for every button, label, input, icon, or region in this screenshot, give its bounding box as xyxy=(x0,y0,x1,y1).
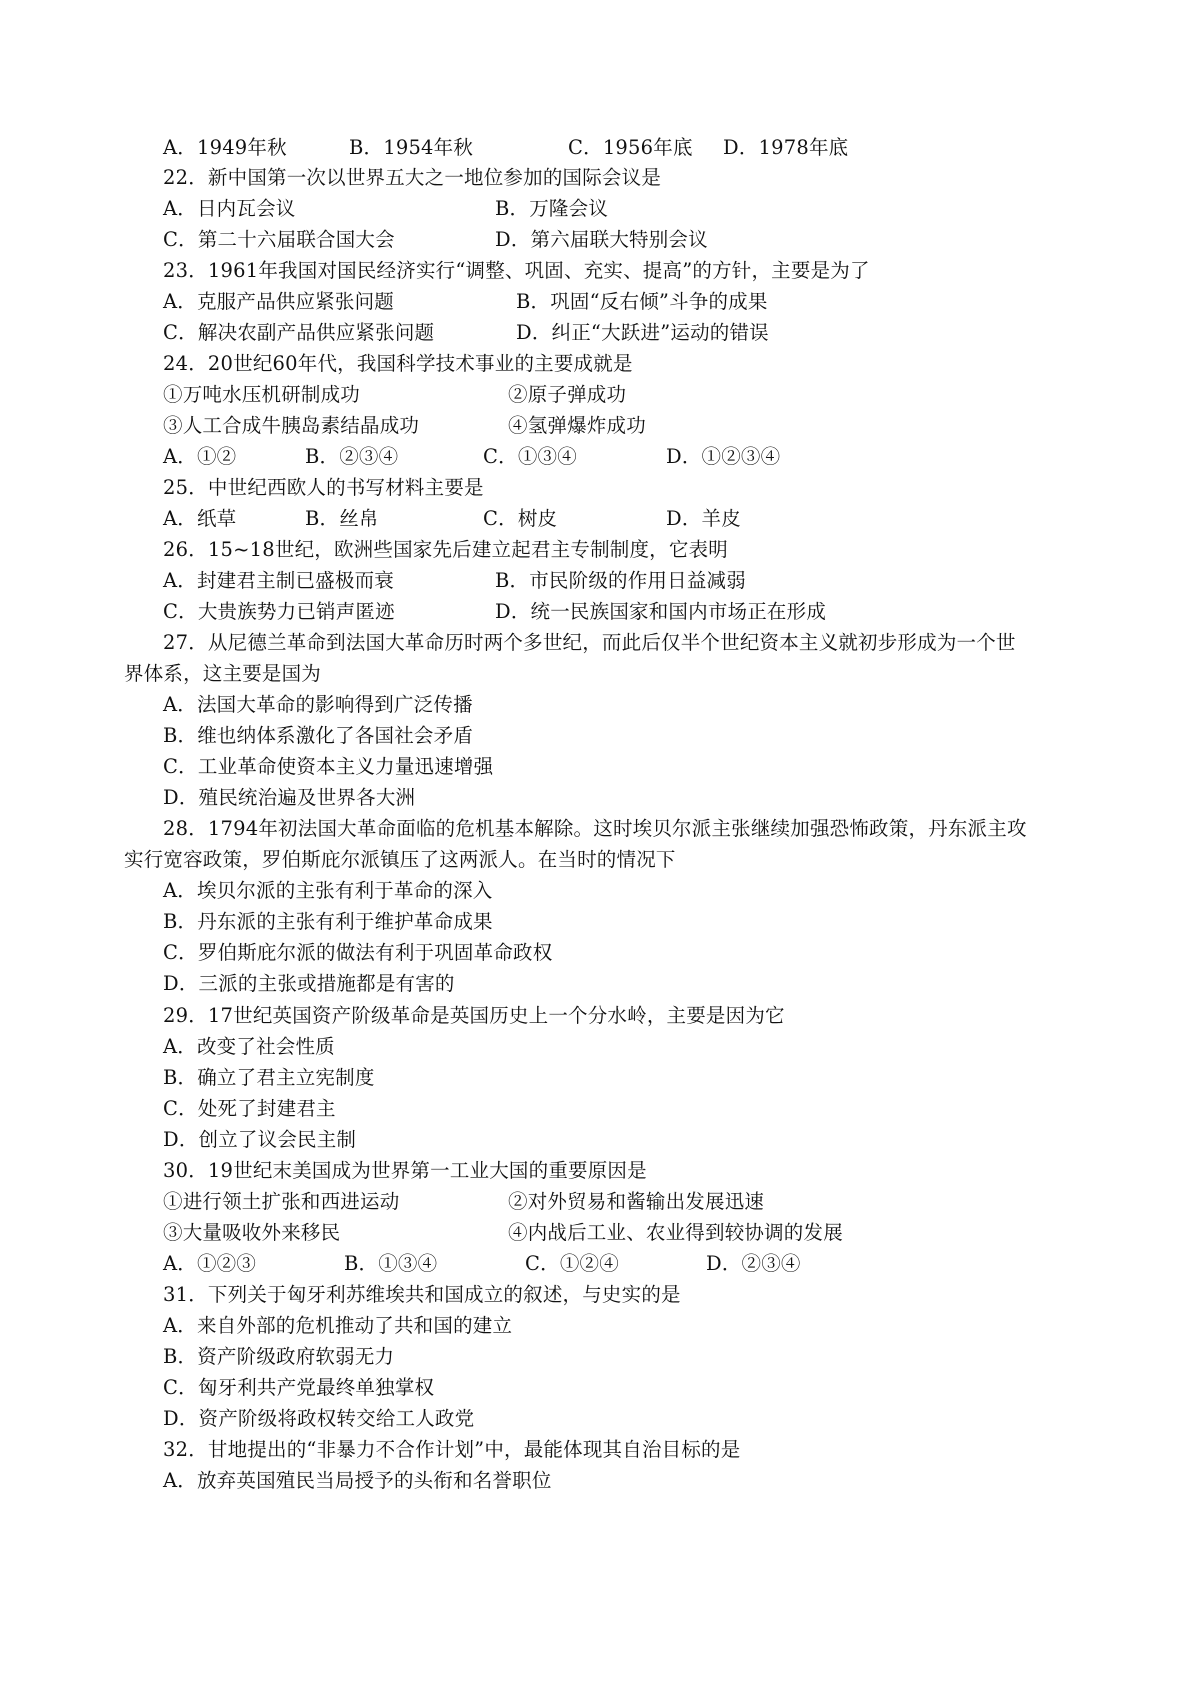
q29-option-a: A．改变了社会性质 xyxy=(163,1035,335,1058)
q30-items-row2 xyxy=(163,1217,843,1249)
q24-item-1: ①万吨水压机研制成功 xyxy=(163,383,361,406)
q29-option-c: C．处死了封建君主 xyxy=(163,1097,336,1120)
q24-item-4: ④氢弹爆炸成功 xyxy=(508,414,646,437)
q24-option-b: B．②③④ xyxy=(305,445,399,468)
q30-items-row1 xyxy=(163,1186,765,1218)
q26-options-row1 xyxy=(163,565,746,597)
q27-option-c: C．工业革命使资本主义力量迅速增强 xyxy=(163,755,494,778)
q21-options xyxy=(163,132,849,164)
q26-option-d: D．统一民族国家和国内市场正在形成 xyxy=(495,600,827,623)
q26-option-a: A．封建君主制已盛极而衰 xyxy=(163,569,394,592)
q28-stem-line2: 实行宽容政策，罗伯斯庇尔派镇压了这两派人。在当时的情况下 xyxy=(124,848,676,871)
q22-option-d: D．第六届联大特别会议 xyxy=(495,228,708,251)
q23-option-a: A．克服产品供应紧张问题 xyxy=(163,290,394,313)
q21-option-a: A．1949年秋 xyxy=(163,136,287,159)
q30-item-4: ④内战后工业、农业得到较协调的发展 xyxy=(508,1221,843,1244)
q27-option-d: D．殖民统治遍及世界各大洲 xyxy=(163,786,416,809)
q30-options xyxy=(163,1248,801,1280)
q30-option-b: B．①③④ xyxy=(344,1252,438,1275)
q26-option-c: C．大贵族势力已销声匿迹 xyxy=(163,600,395,623)
q24-items-row1 xyxy=(163,379,627,411)
q21-option-c: C．1956年底 xyxy=(568,136,693,159)
q22-stem: 22．新中国第一次以世界五大之一地位参加的国际会议是 xyxy=(163,166,662,189)
q22-option-b: B．万隆会议 xyxy=(495,197,609,220)
q23-options-row1 xyxy=(163,286,768,318)
q32-option-a: A．放弃英国殖民当局授予的头衔和名誉职位 xyxy=(163,1469,552,1492)
q29-stem: 29．17世纪英国资产阶级革命是英国历史上一个分水岭，主要是因为它 xyxy=(163,1004,785,1027)
q30-item-1: ①进行领土扩张和西进运动 xyxy=(163,1190,400,1213)
q24-options xyxy=(163,441,781,473)
q25-option-c: C．树皮 xyxy=(483,507,558,530)
q27-stem-line2: 界体系，这主要是国为 xyxy=(124,662,322,685)
q24-items-row2 xyxy=(163,410,646,442)
q26-options-row2 xyxy=(163,596,827,628)
q28-option-b: B．丹东派的主张有利于维护革命成果 xyxy=(163,910,493,933)
q22-options-row1 xyxy=(163,193,609,225)
q23-option-c: C．解决农副产品供应紧张问题 xyxy=(163,321,435,344)
q23-stem: 23．1961年我国对国民经济实行“调整、巩固、充实、提高”的方针，主要是为了 xyxy=(163,259,870,282)
q26-stem: 26．15~18世纪，欧洲些国家先后建立起君主专制制度，它表明 xyxy=(163,538,728,561)
q23-option-d: D．纠正“大跃进”运动的错误 xyxy=(516,321,769,344)
q30-option-a: A．①②③ xyxy=(163,1252,257,1275)
q30-item-2: ②对外贸易和酱输出发展迅速 xyxy=(508,1190,765,1213)
q27-option-a: A．法国大革命的影响得到广泛传播 xyxy=(163,693,473,716)
q22-option-c: C．第二十六届联合国大会 xyxy=(163,228,395,251)
q22-options-row2 xyxy=(163,224,708,256)
q31-option-a: A．来自外部的危机推动了共和国的建立 xyxy=(163,1314,513,1337)
q27-stem-line1: 27．从尼德兰革命到法国大革命历时两个多世纪，而此后仅半个世纪资本主义就初步形成为一个世 xyxy=(163,631,1016,654)
q30-item-3: ③大量吸收外来移民 xyxy=(163,1221,341,1244)
q30-option-d: D．②③④ xyxy=(706,1252,801,1275)
q31-option-c: C．匈牙利共产党最终单独掌权 xyxy=(163,1376,435,1399)
q24-stem: 24．20世纪60年代，我国科学技术事业的主要成就是 xyxy=(163,352,633,375)
q25-stem: 25．中世纪西欧人的书写材料主要是 xyxy=(163,476,484,499)
q23-option-b: B．巩固“反右倾”斗争的成果 xyxy=(516,290,768,313)
q25-option-a: A．纸草 xyxy=(163,507,237,530)
q29-option-d: D．创立了议会民主制 xyxy=(163,1128,357,1151)
q30-option-c: C．①②④ xyxy=(525,1252,619,1275)
q22-option-a: A．日内瓦会议 xyxy=(163,197,296,220)
q27-option-b: B．维也纳体系激化了各国社会矛盾 xyxy=(163,724,474,747)
q24-item-3: ③人工合成牛胰岛素结晶成功 xyxy=(163,414,420,437)
q21-option-b: B．1954年秋 xyxy=(349,136,474,159)
q30-stem: 30．19世纪末美国成为世界第一工业大国的重要原因是 xyxy=(163,1159,647,1182)
q31-stem: 31．下列关于匈牙利苏维埃共和国成立的叙述，与史实的是 xyxy=(163,1283,681,1306)
q25-option-b: B．丝帛 xyxy=(305,507,379,530)
q26-option-b: B．市民阶级的作用日益减弱 xyxy=(495,569,746,592)
q31-option-d: D．资产阶级将政权转交给工人政党 xyxy=(163,1407,475,1430)
q28-option-a: A．埃贝尔派的主张有利于革命的深入 xyxy=(163,879,493,902)
q24-option-c: C．①③④ xyxy=(483,445,577,468)
q24-item-2: ②原子弹成功 xyxy=(508,383,627,406)
q23-options-row2 xyxy=(163,317,769,349)
q25-options xyxy=(163,503,741,535)
q31-option-b: B．资产阶级政府软弱无力 xyxy=(163,1345,395,1368)
q29-option-b: B．确立了君主立宪制度 xyxy=(163,1066,375,1089)
q28-stem-line1: 28．1794年初法国大革命面临的危机基本解除。这时埃贝尔派主张继续加强恐怖政策，丹东派主攻 xyxy=(163,817,1027,840)
q28-option-d: D．三派的主张或措施都是有害的 xyxy=(163,972,455,995)
q25-option-d: D．羊皮 xyxy=(666,507,741,530)
q24-option-a: A．①② xyxy=(163,445,237,468)
q21-option-d: D．1978年底 xyxy=(723,136,849,159)
q24-option-d: D．①②③④ xyxy=(666,445,781,468)
q28-option-c: C．罗伯斯庇尔派的做法有利于巩固革命政权 xyxy=(163,941,553,964)
q32-stem: 32．甘地提出的“非暴力不合作计划”中，最能体现其自治目标的是 xyxy=(163,1438,741,1461)
